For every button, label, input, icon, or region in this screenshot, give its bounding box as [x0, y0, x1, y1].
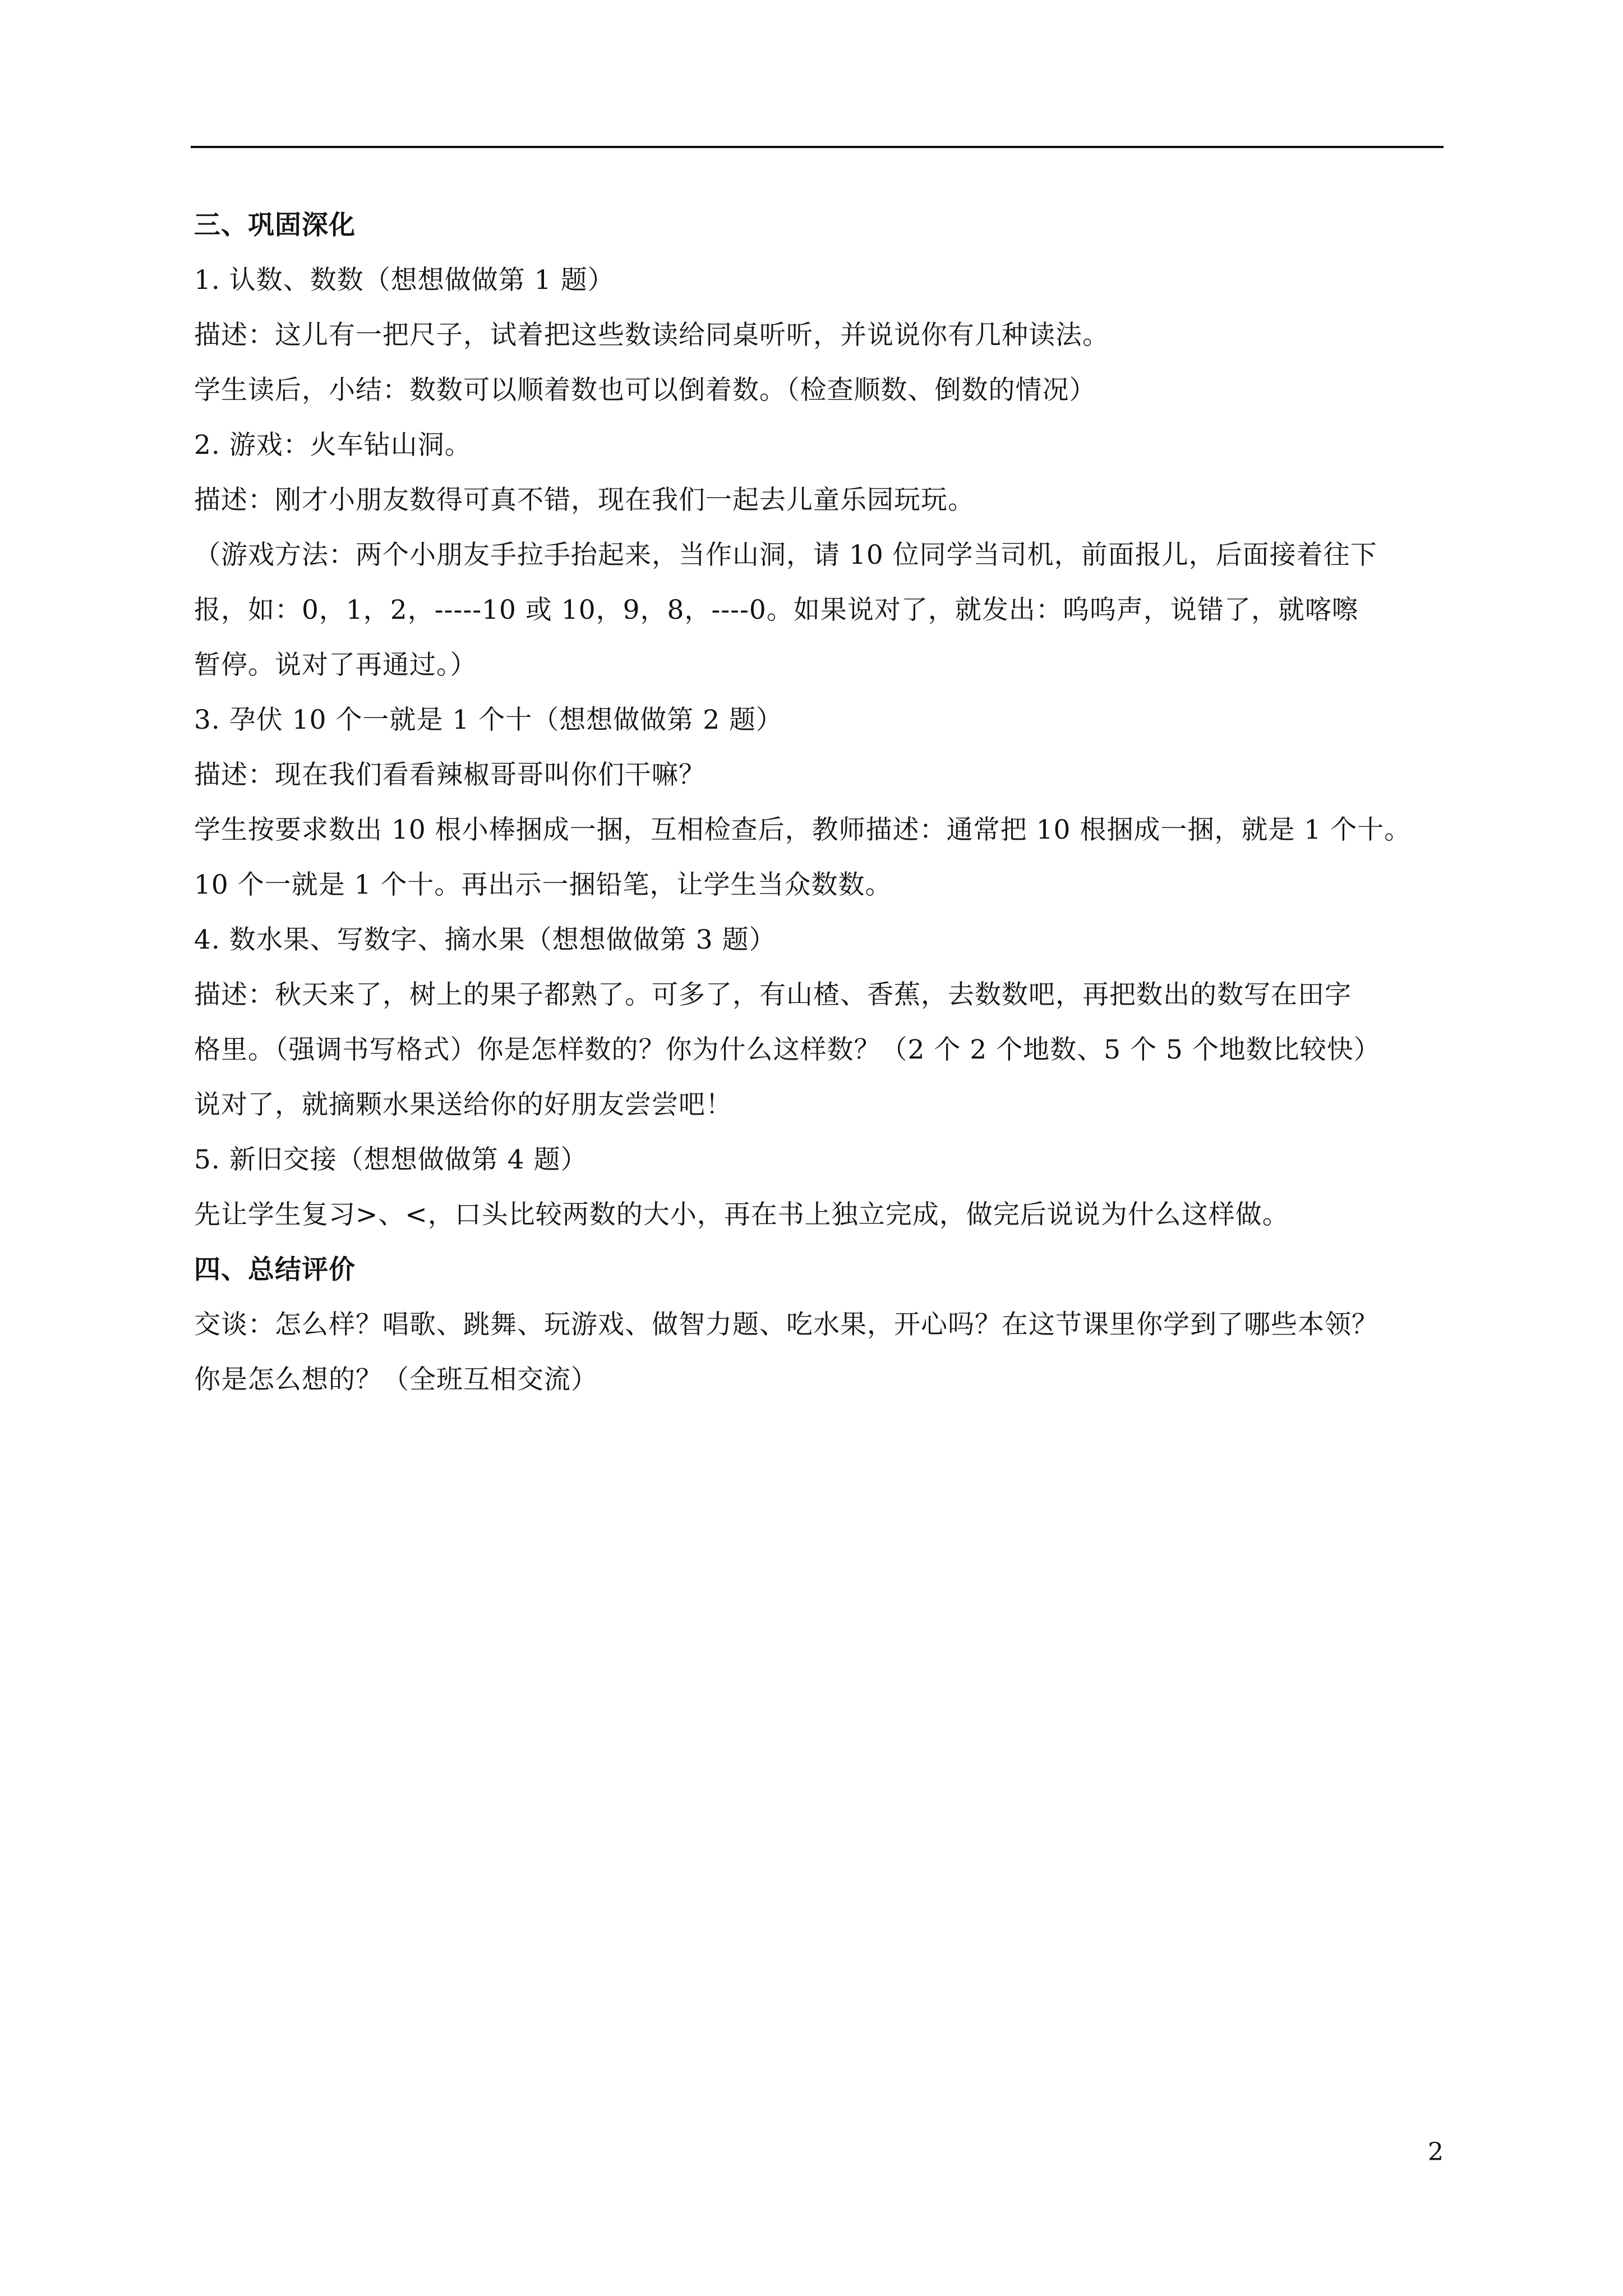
- paragraph: 描述：现在我们看看辣椒哥哥叫你们干嘛？: [194, 760, 706, 790]
- section-heading: 三、巩固深化: [194, 210, 356, 241]
- paragraph: 描述：刚才小朋友数得可真不错，现在我们一起去儿童乐园玩玩。: [194, 485, 975, 516]
- paragraph-line: 格里。（强调书写格式）你是怎样数的？你为什么这样数？（2 个 2 个地数、5 个 5 个地数比较快）: [194, 1034, 1381, 1065]
- paragraph-line: 你是怎么想的？（全班互相交流）: [194, 1364, 598, 1395]
- paragraph-line: 交谈：怎么样？唱歌、跳舞、玩游戏、做智力题、吃水果，开心吗？在这节课里你学到了哪些本领？: [194, 1309, 1378, 1340]
- paragraph: 1. 认数、数数（想想做做第 1 题）: [194, 265, 615, 296]
- paragraph-block: [194, 978, 1450, 1122]
- page-number: 2: [1428, 2138, 1444, 2166]
- paragraph: 4. 数水果、写数字、摘水果（想想做做第 3 题）: [194, 924, 776, 955]
- paragraph-line: 10 个一就是 1 个十。再出示一捆铅笔，让学生当众数数。: [194, 869, 892, 900]
- paragraph-block: [194, 539, 1450, 682]
- paragraph: 学生读后，小结：数数可以顺着数也可以倒着数。（检查顺数、倒数的情况）: [194, 375, 1096, 406]
- paragraph-block: [194, 1308, 1450, 1397]
- paragraph: 3. 孕伏 10 个一就是 1 个十（想想做做第 2 题）: [194, 705, 783, 735]
- paragraph: 5. 新旧交接（想想做做第 4 题）: [194, 1144, 588, 1175]
- paragraph-line: 暂停。说对了再通过。）: [194, 650, 477, 680]
- paragraph: 2. 游戏：火车钻山洞。: [194, 430, 472, 461]
- paragraph-line: 学生按要求数出 10 根小棒捆成一捆，互相检查后，教师描述：通常把 10 根捆成一捆，就是 1 个十。: [194, 815, 1412, 845]
- document-body: [194, 209, 1450, 1418]
- paragraph-line: （游戏方法：两个小朋友手拉手抬起来，当作山洞，请 10 位同学当司机，前面报儿，后面接着往下: [194, 540, 1377, 570]
- section-heading: 四、总结评价: [194, 1254, 356, 1285]
- paragraph: 先让学生复习>、<，口头比较两数的大小，再在书上独立完成，做完后说说为什么这样做。: [194, 1199, 1289, 1230]
- paragraph-line: 报，如：0，1，2，-----10 或 10，9，8，----0。如果说对了，就发出：呜呜声，说错了，就喀嚓: [194, 595, 1359, 625]
- paragraph-line: 说对了，就摘颗水果送给你的好朋友尝尝吧！: [194, 1089, 732, 1120]
- paragraph-block: [194, 813, 1450, 902]
- paragraph-line: 描述：秋天来了，树上的果子都熟了。可多了，有山楂、香蕉，去数数吧，再把数出的数写在田字: [194, 979, 1352, 1010]
- paragraph: 描述：这儿有一把尺子，试着把这些数读给同桌听听，并说说你有几种读法。: [194, 320, 1109, 351]
- header-rule: [191, 146, 1444, 148]
